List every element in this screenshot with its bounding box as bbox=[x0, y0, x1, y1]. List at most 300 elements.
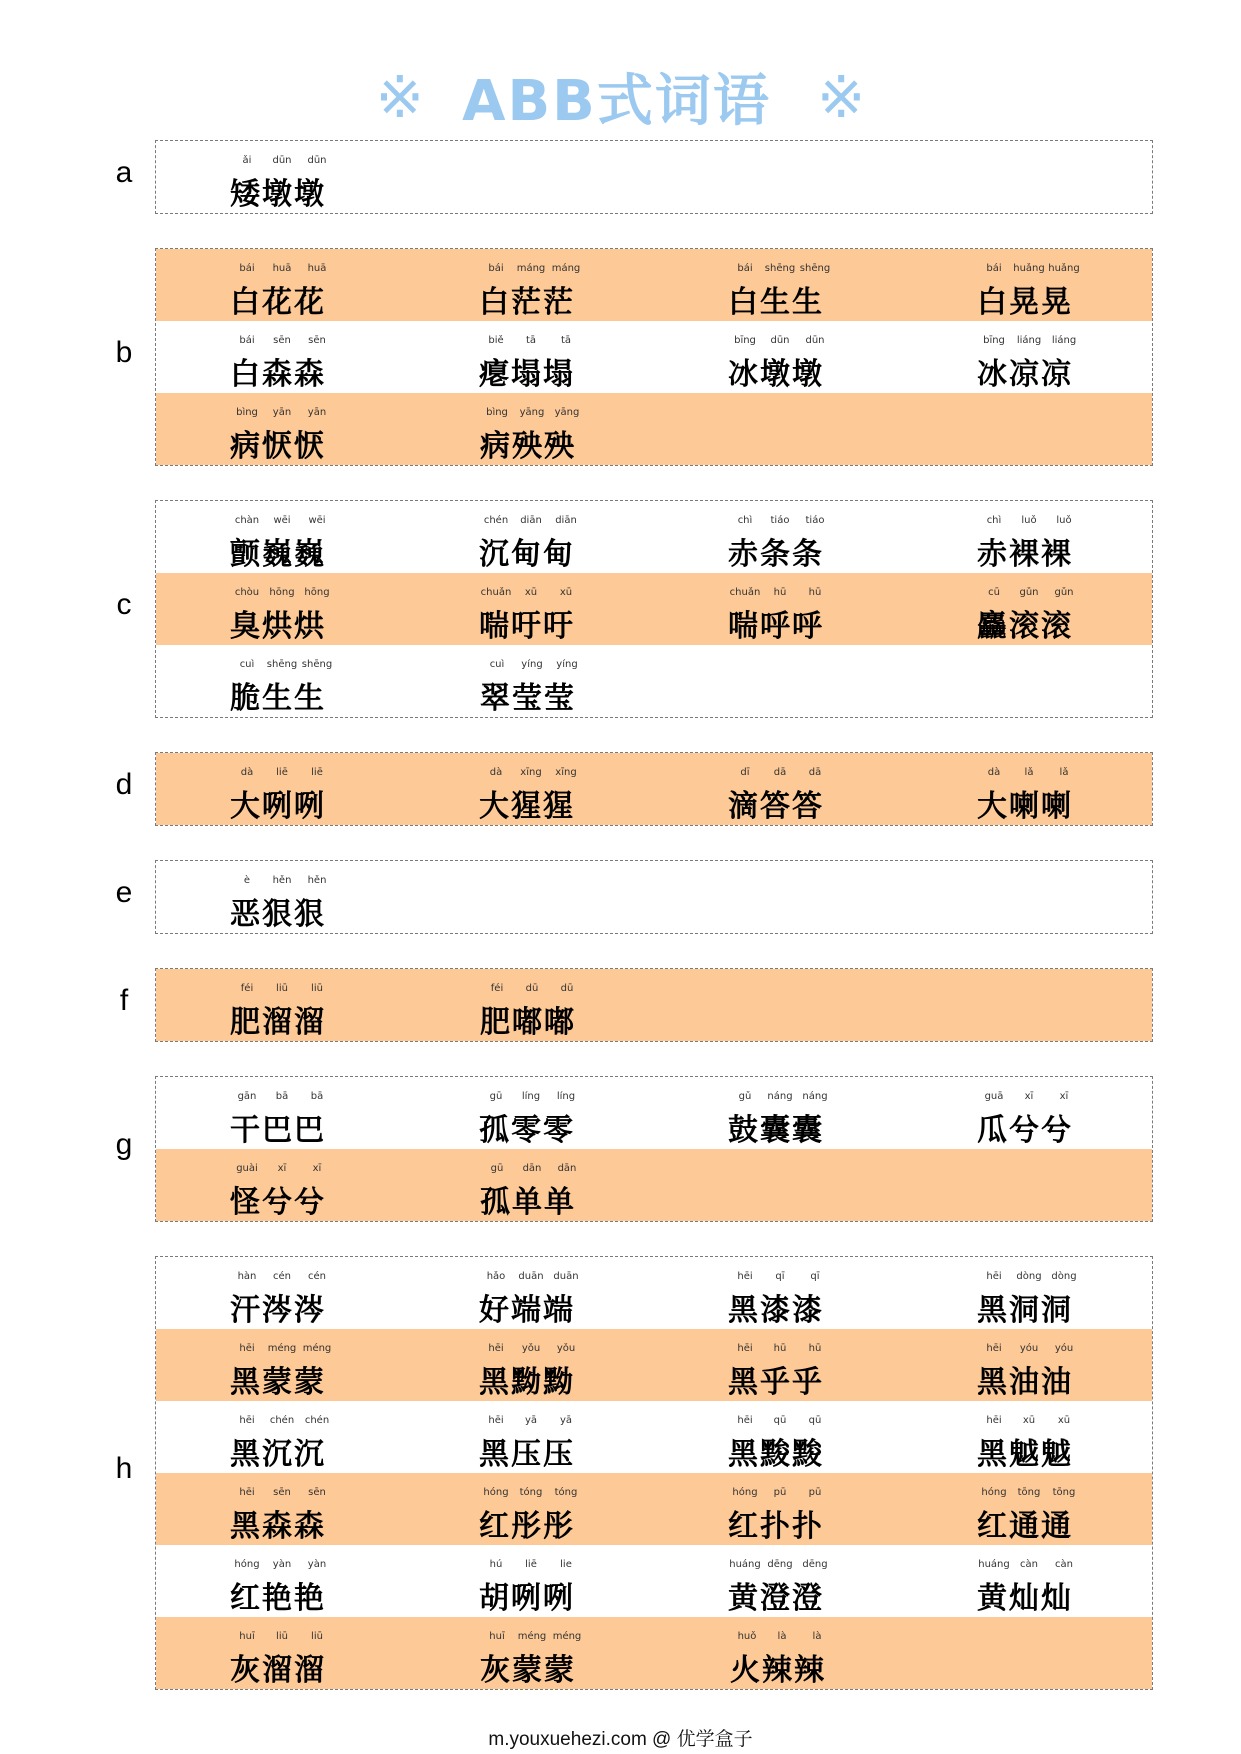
word-hanzi: 干巴巴 bbox=[230, 1113, 326, 1148]
word-hanzi: 孤零零 bbox=[479, 1113, 575, 1148]
word-cell bbox=[654, 1473, 903, 1545]
pinyin bbox=[479, 1487, 583, 1498]
pinyin-syllable: yóu bbox=[1019, 1343, 1039, 1354]
pinyin-syllable: huī bbox=[489, 1631, 505, 1642]
pinyin-syllable: yǒu bbox=[521, 1343, 541, 1354]
pinyin-syllable: dū bbox=[525, 983, 539, 994]
word-group-h bbox=[155, 1256, 1153, 1690]
pinyin-syllable: cuì bbox=[489, 659, 505, 670]
pinyin bbox=[977, 1559, 1081, 1570]
word-group-e bbox=[155, 860, 1153, 934]
group-letter: a bbox=[115, 156, 133, 189]
pinyin-syllable: féi bbox=[240, 983, 254, 994]
pinyin-syllable: cén bbox=[308, 1271, 326, 1282]
word-cell bbox=[405, 1329, 654, 1401]
pinyin-syllable: máng bbox=[516, 263, 546, 274]
word-row bbox=[156, 141, 1152, 213]
pinyin-syllable: xū bbox=[1057, 1415, 1071, 1426]
word-row bbox=[156, 1077, 1152, 1149]
pinyin-syllable: hēi bbox=[488, 1415, 504, 1426]
pinyin-syllable: gān bbox=[237, 1091, 257, 1102]
word-row bbox=[156, 393, 1152, 465]
pinyin-syllable: dān bbox=[557, 1163, 577, 1174]
pinyin-syllable: tóng bbox=[519, 1487, 543, 1498]
word-hanzi: 好端端 bbox=[479, 1293, 575, 1328]
pinyin-syllable: chì bbox=[737, 515, 753, 526]
pinyin-syllable: dòng bbox=[1016, 1271, 1042, 1282]
pinyin-syllable: dā bbox=[808, 767, 822, 778]
pinyin-syllable: duān bbox=[553, 1271, 579, 1282]
word-hanzi: 大咧咧 bbox=[230, 789, 326, 824]
pinyin-syllable: luǒ bbox=[1056, 515, 1072, 526]
word-hanzi: 灰溜溜 bbox=[230, 1653, 326, 1688]
pinyin-syllable: luǒ bbox=[1021, 515, 1037, 526]
pinyin bbox=[977, 263, 1081, 274]
pinyin-syllable: bái bbox=[239, 335, 255, 346]
pinyin-syllable: hēi bbox=[986, 1415, 1002, 1426]
pinyin-syllable: liū bbox=[276, 1631, 288, 1642]
pinyin bbox=[480, 1163, 584, 1174]
word-cell bbox=[903, 321, 1152, 393]
word-cell bbox=[405, 249, 654, 321]
word-hanzi: 滴答答 bbox=[728, 789, 824, 824]
pinyin-syllable: tiáo bbox=[770, 515, 790, 526]
pinyin-syllable: qū bbox=[808, 1415, 822, 1426]
pinyin-syllable: liū bbox=[311, 1631, 323, 1642]
pinyin-syllable: tā bbox=[560, 335, 572, 346]
pinyin-syllable: hēi bbox=[239, 1343, 255, 1354]
word-hanzi: 麤滚滚 bbox=[977, 609, 1073, 644]
word-hanzi: 喘吁吁 bbox=[479, 609, 575, 644]
word-cell bbox=[654, 1077, 903, 1149]
pinyin bbox=[977, 767, 1081, 778]
pinyin-syllable: hū bbox=[773, 587, 787, 598]
word-cell bbox=[156, 1545, 405, 1617]
pinyin-syllable: hēi bbox=[737, 1415, 753, 1426]
word-hanzi: 怪兮兮 bbox=[230, 1185, 326, 1220]
word-hanzi: 黑森森 bbox=[230, 1509, 326, 1544]
pinyin-syllable: pū bbox=[808, 1487, 822, 1498]
word-cell bbox=[156, 753, 405, 825]
pinyin-syllable: lǎ bbox=[1024, 767, 1034, 778]
pinyin-syllable: è bbox=[243, 875, 251, 886]
word-hanzi: 胡咧咧 bbox=[479, 1581, 575, 1616]
pinyin-syllable: dòng bbox=[1051, 1271, 1077, 1282]
word-cell bbox=[903, 501, 1152, 573]
word-cell bbox=[156, 1329, 405, 1401]
pinyin-syllable: dà bbox=[489, 767, 503, 778]
word-cell bbox=[156, 1149, 406, 1221]
word-row bbox=[156, 1617, 1152, 1689]
word-row bbox=[156, 249, 1152, 321]
pinyin-syllable: hóng bbox=[483, 1487, 509, 1498]
word-row bbox=[156, 501, 1152, 573]
word-hanzi: 黑压压 bbox=[479, 1437, 575, 1472]
pinyin-syllable: yàn bbox=[307, 1559, 327, 1570]
pinyin-syllable: hēi bbox=[737, 1343, 753, 1354]
pinyin-syllable: guài bbox=[236, 1163, 258, 1174]
word-hanzi: 大猩猩 bbox=[479, 789, 575, 824]
word-hanzi: 赤条条 bbox=[728, 537, 824, 572]
pinyin-syllable: dūn bbox=[307, 155, 327, 166]
word-row bbox=[156, 1545, 1152, 1617]
pinyin bbox=[230, 1163, 334, 1174]
pinyin-syllable: chàn bbox=[234, 515, 260, 526]
pinyin-syllable: hōng bbox=[304, 587, 330, 598]
pinyin-syllable: bā bbox=[310, 1091, 324, 1102]
pinyin-syllable: shēng bbox=[266, 659, 298, 670]
pinyin-syllable: cū bbox=[988, 587, 1000, 598]
pinyin bbox=[728, 335, 832, 346]
pinyin-syllable: dū bbox=[560, 983, 574, 994]
pinyin-syllable: lie bbox=[560, 1559, 572, 1570]
pinyin-syllable: xī bbox=[1059, 1091, 1069, 1102]
pinyin-syllable: liū bbox=[311, 983, 323, 994]
pinyin bbox=[230, 1343, 334, 1354]
pinyin-syllable: cuì bbox=[239, 659, 255, 670]
word-cell bbox=[406, 1149, 656, 1221]
pinyin bbox=[728, 1343, 832, 1354]
pinyin-syllable: xīng bbox=[555, 767, 577, 778]
word-hanzi: 黄澄澄 bbox=[728, 1581, 824, 1616]
pinyin-syllable: xī bbox=[1024, 1091, 1034, 1102]
pinyin bbox=[230, 407, 334, 418]
pinyin-syllable: hěn bbox=[307, 875, 327, 886]
word-hanzi: 病恹恹 bbox=[230, 429, 326, 464]
pinyin-syllable: xī bbox=[312, 1163, 322, 1174]
pinyin-syllable: diān bbox=[555, 515, 577, 526]
pinyin-syllable: líng bbox=[556, 1091, 576, 1102]
pinyin bbox=[977, 335, 1081, 346]
word-hanzi: 黑黝黝 bbox=[479, 1365, 575, 1400]
pinyin-syllable: xū bbox=[524, 587, 538, 598]
title-text: ABB式词语 bbox=[462, 69, 771, 134]
pinyin-syllable: yǒu bbox=[556, 1343, 576, 1354]
word-cell bbox=[156, 1077, 405, 1149]
pinyin-syllable: shēng bbox=[764, 263, 796, 274]
pinyin-syllable: chuǎn bbox=[729, 587, 761, 598]
pinyin bbox=[479, 335, 583, 346]
pinyin-syllable: yāng bbox=[519, 407, 545, 418]
pinyin-syllable: sēn bbox=[273, 1487, 291, 1498]
pinyin-syllable: bìng bbox=[236, 407, 258, 418]
pinyin-syllable: huǎng bbox=[1048, 263, 1080, 274]
pinyin-syllable: huā bbox=[272, 263, 292, 274]
pinyin-syllable: bái bbox=[239, 263, 255, 274]
pinyin-syllable: dūn bbox=[805, 335, 825, 346]
word-hanzi: 汗涔涔 bbox=[230, 1293, 326, 1328]
pinyin-syllable: liē bbox=[276, 767, 288, 778]
pinyin bbox=[977, 587, 1081, 598]
word-hanzi: 黑沉沉 bbox=[230, 1437, 326, 1472]
pinyin bbox=[728, 1415, 832, 1426]
pinyin-syllable: qī bbox=[810, 1271, 820, 1282]
pinyin-syllable: hú bbox=[489, 1559, 503, 1570]
word-hanzi: 颤巍巍 bbox=[230, 537, 326, 572]
word-row bbox=[156, 1329, 1152, 1401]
pinyin-syllable: huī bbox=[239, 1631, 255, 1642]
pinyin bbox=[230, 983, 334, 994]
pinyin bbox=[730, 1631, 834, 1642]
word-cell bbox=[405, 501, 654, 573]
pinyin-syllable: hàn bbox=[237, 1271, 257, 1282]
pinyin bbox=[728, 515, 832, 526]
pinyin bbox=[728, 587, 832, 598]
pinyin bbox=[479, 1271, 583, 1282]
pinyin-syllable: bái bbox=[986, 263, 1002, 274]
pinyin-syllable: yíng bbox=[521, 659, 543, 670]
pinyin-syllable: càn bbox=[1055, 1559, 1073, 1570]
word-cell bbox=[156, 861, 406, 933]
word-cell bbox=[654, 1401, 903, 1473]
word-hanzi: 灰蒙蒙 bbox=[480, 1653, 576, 1688]
pinyin-syllable: bìng bbox=[486, 407, 508, 418]
group-letter: h bbox=[115, 1452, 133, 1485]
word-cell bbox=[405, 1077, 654, 1149]
word-row bbox=[156, 1257, 1152, 1329]
word-cell bbox=[405, 573, 654, 645]
word-cell bbox=[156, 969, 406, 1041]
word-cell bbox=[406, 1617, 656, 1689]
pinyin bbox=[728, 1559, 832, 1570]
pinyin-syllable: hēi bbox=[737, 1271, 753, 1282]
pinyin bbox=[230, 767, 334, 778]
word-hanzi: 脆生生 bbox=[230, 681, 326, 716]
word-hanzi: 红扑扑 bbox=[728, 1509, 824, 1544]
pinyin bbox=[977, 1271, 1081, 1282]
pinyin-syllable: dān bbox=[522, 1163, 542, 1174]
pinyin-syllable: náng bbox=[802, 1091, 828, 1102]
word-cell bbox=[654, 1545, 903, 1617]
word-cell bbox=[654, 1257, 903, 1329]
pinyin-syllable: bā bbox=[275, 1091, 289, 1102]
pinyin-syllable: gǔn bbox=[1019, 587, 1039, 598]
pinyin-syllable: wēi bbox=[273, 515, 291, 526]
pinyin-syllable: biě bbox=[488, 335, 504, 346]
word-hanzi: 孤单单 bbox=[480, 1185, 576, 1220]
word-cell bbox=[405, 1473, 654, 1545]
pinyin-syllable: sēn bbox=[308, 1487, 326, 1498]
pinyin-syllable: liē bbox=[525, 1559, 537, 1570]
pinyin-syllable: dà bbox=[240, 767, 254, 778]
pinyin bbox=[230, 1559, 334, 1570]
pinyin-syllable: sēn bbox=[273, 335, 291, 346]
word-hanzi: 病殃殃 bbox=[480, 429, 576, 464]
pinyin-syllable: hóng bbox=[234, 1559, 260, 1570]
pinyin-syllable: yóu bbox=[1054, 1343, 1074, 1354]
word-cell bbox=[156, 1473, 405, 1545]
pinyin-syllable: méng bbox=[267, 1343, 297, 1354]
word-hanzi: 瘪塌塌 bbox=[479, 357, 575, 392]
pinyin-syllable: hēi bbox=[986, 1343, 1002, 1354]
pinyin-syllable: huǎng bbox=[1013, 263, 1045, 274]
pinyin bbox=[230, 1091, 334, 1102]
pinyin bbox=[728, 263, 832, 274]
pinyin-syllable: tā bbox=[525, 335, 537, 346]
pinyin-syllable: qū bbox=[773, 1415, 787, 1426]
word-hanzi: 黑黢黢 bbox=[728, 1437, 824, 1472]
word-hanzi: 黑乎乎 bbox=[728, 1365, 824, 1400]
word-row bbox=[156, 1401, 1152, 1473]
word-hanzi: 赤裸裸 bbox=[977, 537, 1073, 572]
pinyin bbox=[977, 1487, 1081, 1498]
word-cell bbox=[903, 1473, 1152, 1545]
word-row bbox=[156, 573, 1152, 645]
pinyin-syllable: liū bbox=[276, 983, 288, 994]
footer-credit: m.youxuehezi.com @ 优学盒子 bbox=[488, 1729, 753, 1750]
pinyin-syllable: méng bbox=[517, 1631, 547, 1642]
pinyin-syllable: dēng bbox=[767, 1559, 793, 1570]
pinyin-syllable: bīng bbox=[983, 335, 1005, 346]
word-cell bbox=[406, 969, 656, 1041]
pinyin-syllable: xū bbox=[1022, 1415, 1036, 1426]
pinyin-syllable: hēi bbox=[986, 1271, 1002, 1282]
word-cell bbox=[654, 573, 903, 645]
pinyin-syllable: shēng bbox=[799, 263, 831, 274]
word-cell bbox=[156, 645, 406, 717]
word-hanzi: 红艳艳 bbox=[230, 1581, 326, 1616]
word-hanzi: 黑洞洞 bbox=[977, 1293, 1073, 1328]
pinyin bbox=[728, 1487, 832, 1498]
word-hanzi: 矮墩墩 bbox=[230, 177, 326, 212]
group-letter: d bbox=[115, 768, 133, 801]
pinyin bbox=[977, 1343, 1081, 1354]
word-row bbox=[156, 645, 1152, 717]
pinyin-syllable: qī bbox=[775, 1271, 785, 1282]
pinyin bbox=[479, 1343, 583, 1354]
pinyin bbox=[480, 1631, 584, 1642]
pinyin-syllable: féi bbox=[490, 983, 504, 994]
word-hanzi: 白花花 bbox=[230, 285, 326, 320]
word-group-f bbox=[155, 968, 1153, 1042]
pinyin-syllable: tóng bbox=[554, 1487, 578, 1498]
pinyin bbox=[479, 587, 583, 598]
word-cell bbox=[405, 1401, 654, 1473]
pinyin-syllable: yàn bbox=[272, 1559, 292, 1570]
word-cell bbox=[656, 1617, 906, 1689]
pinyin-syllable: là bbox=[777, 1631, 787, 1642]
word-cell bbox=[654, 1329, 903, 1401]
pinyin-syllable: sēn bbox=[308, 335, 326, 346]
word-cell bbox=[156, 1257, 405, 1329]
word-hanzi: 冰墩墩 bbox=[728, 357, 824, 392]
pinyin-syllable: chì bbox=[986, 515, 1002, 526]
word-hanzi: 恶狠狠 bbox=[230, 897, 326, 932]
pinyin-syllable: bái bbox=[488, 263, 504, 274]
pinyin bbox=[230, 875, 334, 886]
pinyin-syllable: chuǎn bbox=[480, 587, 512, 598]
pinyin-syllable: gū bbox=[489, 1091, 503, 1102]
word-row bbox=[156, 861, 1152, 933]
word-cell bbox=[903, 1257, 1152, 1329]
word-hanzi: 白茫茫 bbox=[479, 285, 575, 320]
pinyin-syllable: yāng bbox=[554, 407, 580, 418]
pinyin-syllable: chén bbox=[483, 515, 509, 526]
pinyin-syllable: diān bbox=[520, 515, 542, 526]
pinyin-syllable: gǔ bbox=[738, 1091, 752, 1102]
pinyin-syllable: bái bbox=[737, 263, 753, 274]
word-cell bbox=[156, 249, 405, 321]
pinyin-syllable: dēng bbox=[802, 1559, 828, 1570]
word-cell bbox=[405, 753, 654, 825]
pinyin-syllable: dà bbox=[987, 767, 1001, 778]
pinyin-syllable: huáng bbox=[978, 1559, 1010, 1570]
word-cell bbox=[156, 1617, 406, 1689]
pinyin-syllable: hū bbox=[808, 1343, 822, 1354]
pinyin-syllable: cén bbox=[273, 1271, 291, 1282]
word-hanzi: 黑蒙蒙 bbox=[230, 1365, 326, 1400]
pinyin-syllable: bīng bbox=[734, 335, 756, 346]
pinyin-syllable: pū bbox=[773, 1487, 787, 1498]
word-hanzi: 红彤彤 bbox=[479, 1509, 575, 1544]
pinyin-syllable: càn bbox=[1020, 1559, 1038, 1570]
pinyin-syllable: náng bbox=[767, 1091, 793, 1102]
pinyin bbox=[230, 1631, 334, 1642]
word-hanzi: 臭烘烘 bbox=[230, 609, 326, 644]
pinyin-syllable: gū bbox=[490, 1163, 504, 1174]
word-hanzi: 白生生 bbox=[728, 285, 824, 320]
pinyin bbox=[728, 1271, 832, 1282]
word-row bbox=[156, 321, 1152, 393]
word-cell bbox=[156, 141, 406, 213]
word-hanzi: 白晃晃 bbox=[977, 285, 1073, 320]
pinyin bbox=[728, 1091, 832, 1102]
pinyin bbox=[230, 155, 334, 166]
word-cell bbox=[903, 1077, 1152, 1149]
pinyin-syllable: duān bbox=[518, 1271, 544, 1282]
pinyin-syllable: hǎo bbox=[486, 1271, 506, 1282]
pinyin bbox=[230, 1415, 334, 1426]
pinyin bbox=[230, 587, 334, 598]
word-cell bbox=[903, 1401, 1152, 1473]
pinyin-syllable: máng bbox=[551, 263, 581, 274]
page-title bbox=[0, 62, 1241, 132]
pinyin-syllable: tōng bbox=[1052, 1487, 1076, 1498]
pinyin bbox=[479, 1091, 583, 1102]
word-cell bbox=[156, 393, 406, 465]
pinyin-syllable: chén bbox=[304, 1415, 330, 1426]
pinyin-syllable: dūn bbox=[272, 155, 292, 166]
pinyin-syllable: chén bbox=[269, 1415, 295, 1426]
pinyin-syllable: hēi bbox=[239, 1487, 255, 1498]
pinyin-syllable: tiáo bbox=[805, 515, 825, 526]
pinyin-syllable: lǎ bbox=[1059, 767, 1069, 778]
word-group-b bbox=[155, 248, 1153, 466]
word-hanzi: 黑油油 bbox=[977, 1365, 1073, 1400]
word-cell bbox=[903, 249, 1152, 321]
pinyin-syllable: hū bbox=[808, 587, 822, 598]
pinyin-syllable: hū bbox=[773, 1343, 787, 1354]
word-row bbox=[156, 969, 1152, 1041]
pinyin bbox=[230, 263, 334, 274]
pinyin-syllable: liáng bbox=[1051, 335, 1077, 346]
pinyin bbox=[479, 1415, 583, 1426]
word-cell bbox=[903, 573, 1152, 645]
word-cell bbox=[654, 753, 903, 825]
word-cell bbox=[405, 1257, 654, 1329]
pinyin bbox=[977, 1415, 1081, 1426]
pinyin-syllable: hōng bbox=[269, 587, 295, 598]
word-hanzi: 红通通 bbox=[977, 1509, 1073, 1544]
pinyin bbox=[480, 659, 584, 670]
asterisk-mark-icon: ※ bbox=[816, 63, 866, 131]
pinyin bbox=[230, 515, 334, 526]
word-hanzi: 黑漆漆 bbox=[728, 1293, 824, 1328]
word-cell bbox=[405, 1545, 654, 1617]
pinyin-syllable: chòu bbox=[234, 587, 260, 598]
pinyin bbox=[728, 767, 832, 778]
pinyin-syllable: yíng bbox=[556, 659, 578, 670]
